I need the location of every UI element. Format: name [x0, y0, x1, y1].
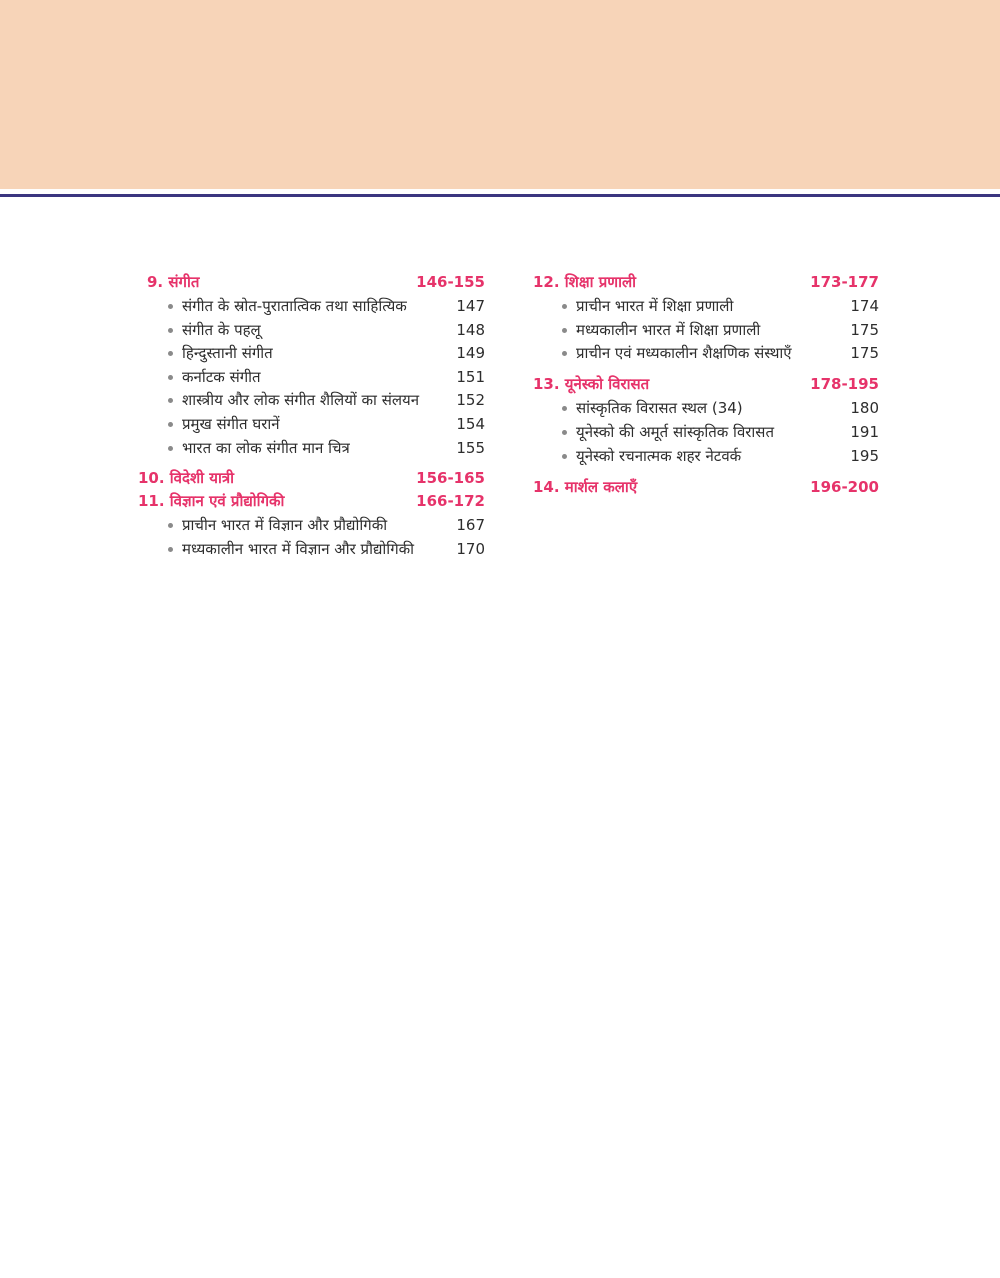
bullet-icon [168, 547, 173, 552]
toc-section-heading[interactable] [533, 271, 879, 293]
entry-page: 191 [850, 423, 879, 441]
entry-page: 154 [456, 415, 485, 433]
toc-entry[interactable] [168, 389, 485, 411]
section-title: 12. शिक्षा प्रणाली [533, 273, 637, 291]
entry-page: 148 [456, 321, 485, 339]
bullet-icon [562, 328, 567, 333]
bullet-icon [168, 375, 173, 380]
entry-page: 195 [850, 447, 879, 465]
section-page-range: 196-200 [810, 478, 879, 496]
entry-page: 155 [456, 439, 485, 457]
bullet-icon [168, 328, 173, 333]
toc-entry[interactable] [168, 437, 485, 459]
entry-label: प्राचीन एवं मध्यकालीन शैक्षणिक संस्थाएँ [576, 344, 792, 362]
toc-entry[interactable] [168, 342, 485, 364]
section-title: 13. यूनेस्को विरासत [533, 375, 650, 393]
toc-entry[interactable] [562, 397, 879, 419]
entry-label: कर्नाटक संगीत [182, 368, 261, 386]
toc-entry[interactable] [168, 319, 485, 341]
bullet-icon [562, 304, 567, 309]
entry-label: हिन्दुस्तानी संगीत [182, 344, 273, 362]
entry-label: शास्त्रीय और लोक संगीत शैलियों का संलयन [182, 391, 420, 409]
entry-label: यूनेस्को की अमूर्त सांस्कृतिक विरासत [576, 423, 774, 441]
bullet-icon [562, 430, 567, 435]
entry-label: प्राचीन भारत में शिक्षा प्रणाली [576, 297, 734, 315]
section-page-range: 178-195 [810, 375, 879, 393]
section-page-range: 173-177 [810, 273, 879, 291]
section-title: 14. मार्शल कलाएँ [533, 478, 638, 496]
entry-page: 175 [850, 321, 879, 339]
bullet-icon [562, 351, 567, 356]
toc-entry[interactable] [168, 538, 485, 560]
header-divider-rule [0, 194, 1000, 197]
entry-label: यूनेस्को रचनात्मक शहर नेटवर्क [576, 447, 742, 465]
entry-page: 152 [456, 391, 485, 409]
section-title: 10. विदेशी यात्री [138, 469, 235, 487]
entry-label: भारत का लोक संगीत मान चित्र [182, 439, 350, 457]
bullet-icon [562, 406, 567, 411]
toc-entry[interactable] [562, 319, 879, 341]
toc-entry[interactable] [562, 445, 879, 467]
entry-label: मध्यकालीन भारत में शिक्षा प्रणाली [576, 321, 761, 339]
section-page-range: 146-155 [416, 273, 485, 291]
entry-label: मध्यकालीन भारत में विज्ञान और प्रौद्योगिकी [182, 540, 415, 558]
bullet-icon [168, 422, 173, 427]
bullet-icon [168, 304, 173, 309]
toc-section-heading[interactable] [138, 467, 485, 489]
toc-entry[interactable] [168, 366, 485, 388]
entry-label: संगीत के स्रोत-पुरातात्विक तथा साहित्यिक [182, 297, 407, 315]
entry-label: प्राचीन भारत में विज्ञान और प्रौद्योगिकी [182, 516, 388, 534]
section-title: 9. संगीत [147, 273, 200, 291]
bullet-icon [168, 351, 173, 356]
entry-page: 170 [456, 540, 485, 558]
toc-entry[interactable] [168, 295, 485, 317]
toc-entry[interactable] [562, 342, 879, 364]
bullet-icon [168, 446, 173, 451]
header-band [0, 0, 1000, 189]
entry-label: संगीत के पहलू [182, 321, 261, 339]
toc-section-heading[interactable] [533, 476, 879, 498]
toc-entry[interactable] [562, 295, 879, 317]
entry-page: 151 [456, 368, 485, 386]
entry-page: 180 [850, 399, 879, 417]
bullet-icon [562, 454, 567, 459]
bullet-icon [168, 398, 173, 403]
toc-section-heading[interactable] [147, 271, 485, 293]
entry-page: 174 [850, 297, 879, 315]
entry-page: 149 [456, 344, 485, 362]
entry-label: सांस्कृतिक विरासत स्थल (34) [576, 399, 743, 417]
toc-section-heading[interactable] [138, 490, 485, 512]
section-page-range: 166-172 [416, 492, 485, 510]
section-title: 11. विज्ञान एवं प्रौद्योगिकी [138, 492, 285, 510]
toc-entry[interactable] [168, 514, 485, 536]
toc-entry[interactable] [562, 421, 879, 443]
entry-page: 167 [456, 516, 485, 534]
section-page-range: 156-165 [416, 469, 485, 487]
bullet-icon [168, 523, 173, 528]
toc-section-heading[interactable] [533, 373, 879, 395]
entry-label: प्रमुख संगीत घरानें [182, 415, 280, 433]
toc-entry[interactable] [168, 413, 485, 435]
entry-page: 147 [456, 297, 485, 315]
entry-page: 175 [850, 344, 879, 362]
